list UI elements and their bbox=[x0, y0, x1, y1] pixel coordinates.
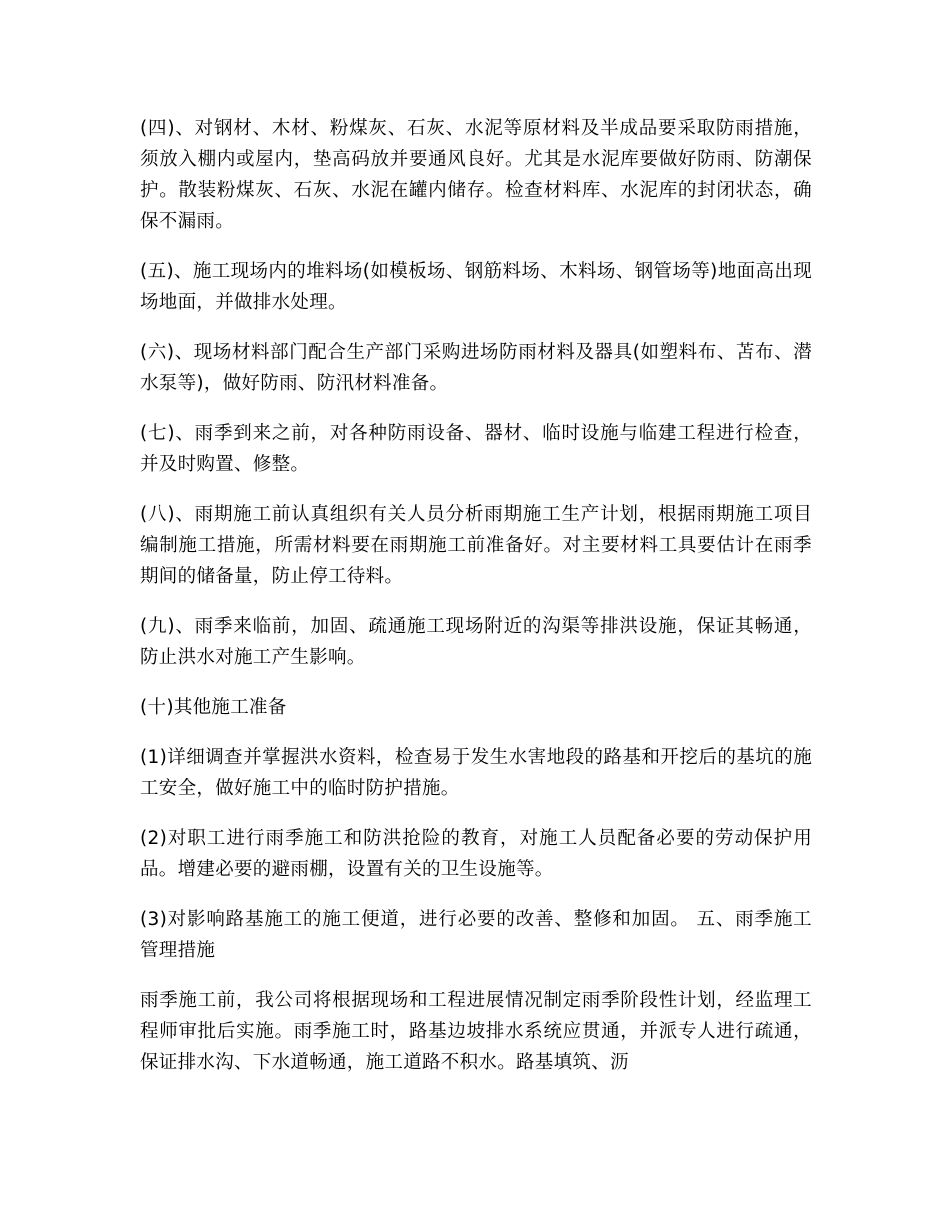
paragraph-worker-education: (2)对职工进行雨季施工和防洪抢险的教育，对施工人员配备必要的劳动保护用品。增建必要的避雨棚，设置有关的卫生设施等。 bbox=[140, 828, 812, 880]
paragraph-other-preparation-heading: (十)其他施工准备 bbox=[140, 697, 287, 718]
paragraph-rainy-season-plan: (八)、雨期施工前认真组织有关人员分析雨期施工生产计划，根据雨期施工项目编制施工措施，所需材料要在雨期施工前准备好。对主要材料工具要估计在雨季期间的储备量，防止停工待料。 bbox=[140, 504, 812, 587]
paragraph-rainproof-materials-purchase: (六)、现场材料部门配合生产部门采购进场防雨材料及器具(如塑料布、苫布、潜水泵等)，做好防雨、防汛材料准备。 bbox=[140, 342, 812, 394]
paragraph-flood-facilities: (九)、雨季来临前，加固、疏通施工现场附近的沟渠等排洪设施，保证其畅通，防止洪水对施工产生影响。 bbox=[140, 616, 812, 668]
paragraph-stockyard-drainage: (五)、施工现场内的堆料场(如模板场、钢筋料场、木料场、钢管场等)地面高出现场地面，并做排水处理。 bbox=[140, 261, 812, 313]
paragraph-flood-survey: (1)详细调查并掌握洪水资料，检查易于发生水害地段的路基和开挖后的基坑的施工安全，做好施工中的临时防护措施。 bbox=[140, 747, 812, 799]
paragraph-materials-rain-protection: (四)、对钢材、木材、粉煤灰、石灰、水泥等原材料及半成品要采取防雨措施，须放入棚内或屋内，垫高码放并要通风良好。尤其是水泥库要做好防雨、防潮保护。散装粉煤灰、石灰、水泥在罐内储存。检查材料库、水泥库的封闭状态，确保不漏雨。 bbox=[140, 118, 812, 232]
paragraph-access-road-repair: (3)对影响路基施工的施工便道，进行必要的改善、整修和加固。 五、雨季施工管理措施 bbox=[140, 909, 812, 961]
paragraph-equipment-inspection: (七)、雨季到来之前，对各种防雨设备、器材、临时设施与临建工程进行检查，并及时购置、修整。 bbox=[140, 423, 812, 475]
paragraph-management-measures: 雨季施工前，我公司将根据现场和工程进展情况制定雨季阶段性计划，经监理工程师审批后实施。雨季施工时，路基边坡排水系统应贯通，并派专人进行疏通，保证排水沟、下水道畅通，施工道路不积水。路基填筑、沥 bbox=[140, 990, 812, 1073]
document-body bbox=[140, 113, 812, 1097]
